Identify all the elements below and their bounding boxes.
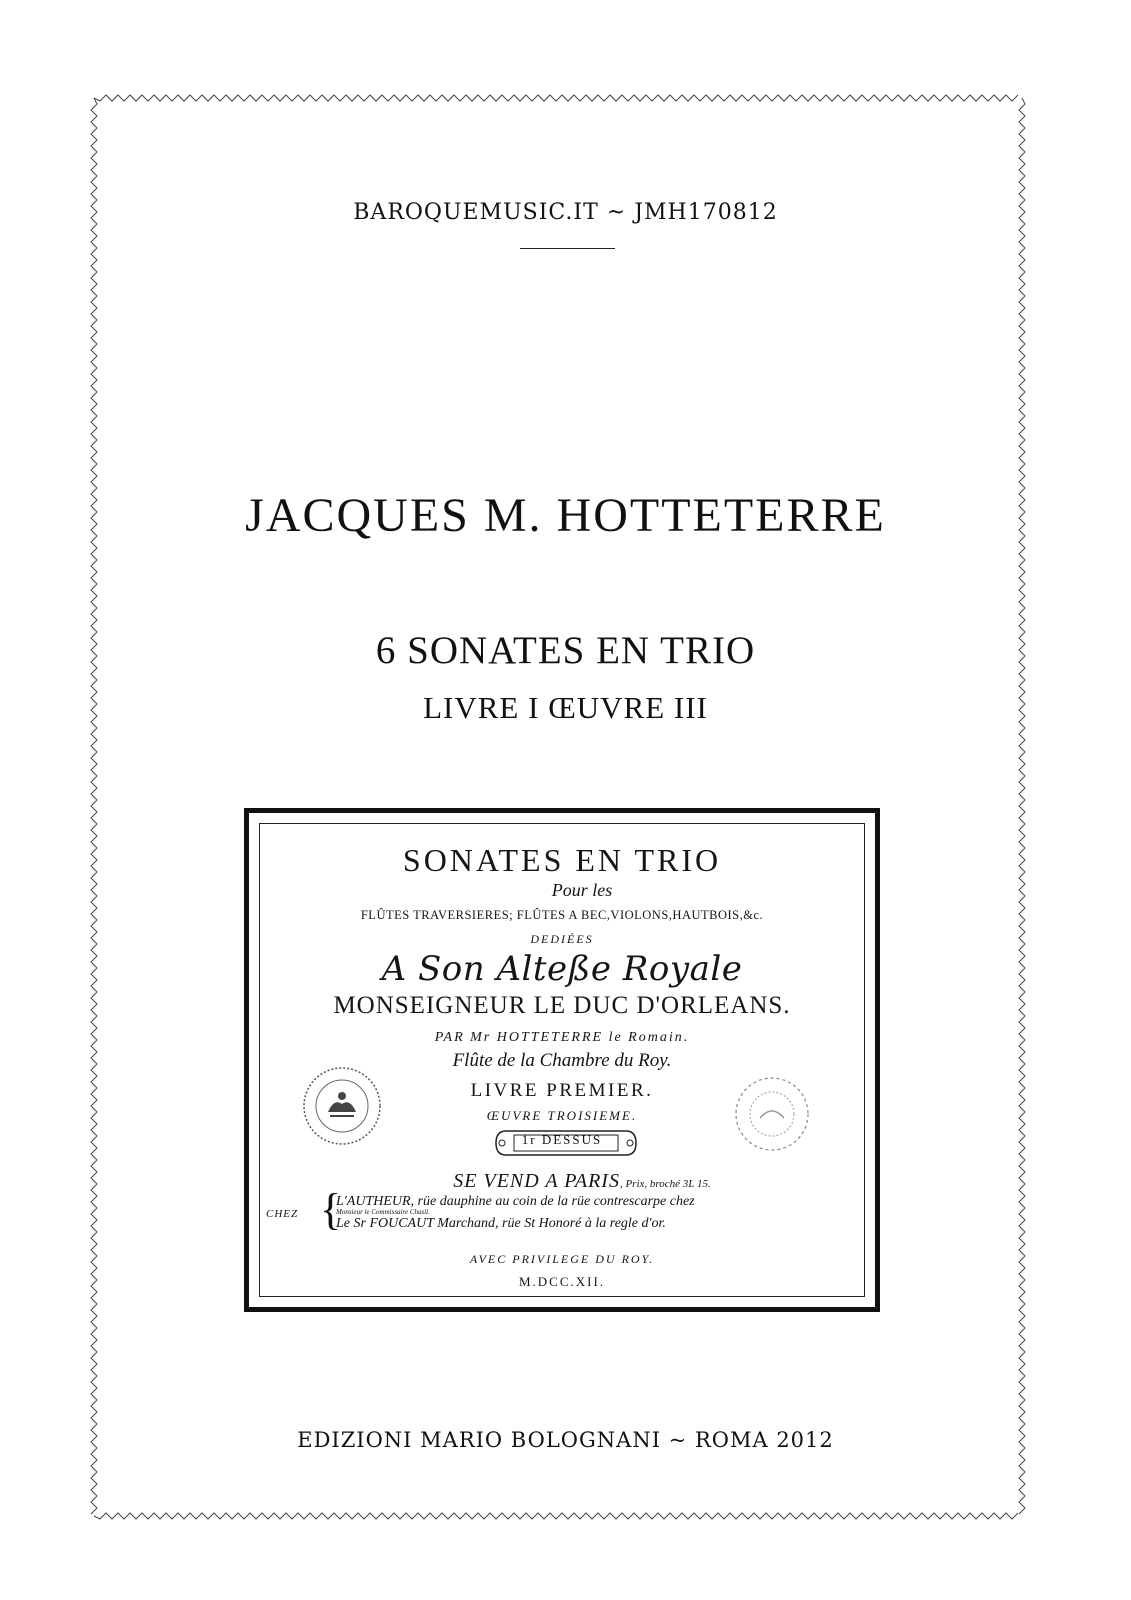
facsimile-oeuvre: ŒUVRE TROISIEME. — [486, 1108, 638, 1123]
facsimile-vend — [260, 1170, 864, 1193]
composer-name: JACQUES M. HOTTETERRE — [245, 489, 886, 542]
facsimile-price: , Prix, broché 3L 15. — [619, 1178, 711, 1190]
work-subtitle: LIVRE I ŒUVRE III — [423, 690, 708, 725]
publisher-footer: EDIZIONI MARIO BOLOGNANI ~ ROMA 2012 — [297, 1428, 834, 1452]
facsimile-dedication: A Son Alteße Royale — [381, 949, 743, 989]
border-zigzag-segment — [1019, 98, 1025, 1514]
facsimile-inner-frame — [259, 823, 865, 1297]
facsimile-date: M.DCC.XII. — [518, 1274, 606, 1289]
facsimile-dediees: DEDIÉES — [530, 932, 594, 946]
catalog-code: BAROQUEMUSIC.IT ~ JMH170812 — [353, 200, 778, 225]
header-divider — [520, 248, 615, 249]
facsimile-address-2: Le Sr FOUCAUT Marchand, rüe St Honoré à la regle d'or. — [336, 1216, 666, 1231]
facsimile-livre: LIVRE PREMIER. — [470, 1080, 654, 1101]
facsimile-instruments: FLÛTES TRAVERSIERES; FLÛTES A BEC,VIOLONS,HAUTBOIS,&c. — [360, 908, 764, 922]
facsimile-title-page — [244, 808, 880, 1312]
facsimile-privilege: AVEC PRIVILEGE DU ROY. — [469, 1252, 655, 1266]
facsimile-brace: { — [320, 1185, 342, 1234]
border-zigzag-segment — [94, 1513, 1018, 1519]
library-stamp-icon — [300, 1064, 384, 1148]
work-title: 6 SONATES EN TRIO — [375, 629, 756, 672]
library-stamp-icon-faded — [730, 1074, 814, 1154]
facsimile-author: PAR Mr HOTTETERRE le Romain. — [434, 1030, 690, 1045]
facsimile-duc: MONSEIGNEUR LE DUC D'ORLEANS. — [333, 992, 791, 1019]
facsimile-pour: Pour les — [551, 880, 613, 900]
facsimile-dessus: 1r DESSUS — [521, 1132, 603, 1147]
facsimile-vend-text: SE VEND A PARIS — [453, 1170, 620, 1192]
facsimile-author-title: Flûte de la Chambre du Roy. — [452, 1050, 672, 1071]
facsimile-title: SONATES EN TRIO — [402, 842, 722, 878]
border-zigzag-segment — [91, 98, 97, 1514]
facsimile-address-1: L'AUTHEUR, rüe dauphine au coin de la rüe contrescarpe chez — [336, 1194, 695, 1209]
facsimile-address-1-note: Monsieur le Commissaire Chasil. — [336, 1208, 430, 1216]
border-zigzag-segment — [94, 95, 1018, 101]
facsimile-chez: CHEZ — [266, 1208, 299, 1220]
